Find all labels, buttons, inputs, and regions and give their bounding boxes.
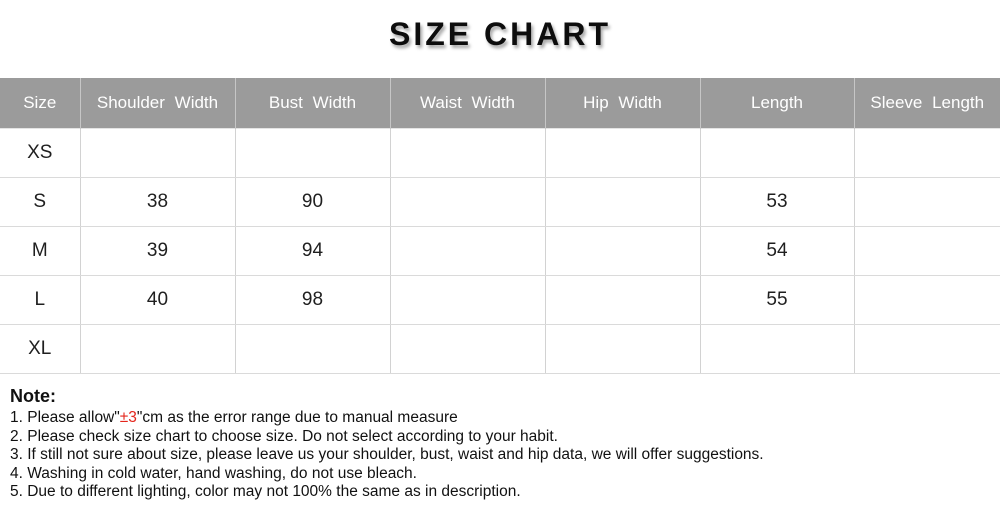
cell-waist-width [390, 276, 545, 325]
cell-bust-width [235, 129, 390, 178]
note-line-3: 3. If still not sure about size, please leave us your shoulder, bust, waist and hip data, we will offer suggestions. [10, 446, 764, 463]
cell-hip-width [545, 276, 700, 325]
column-header-length: Length [700, 78, 854, 129]
note-line-4: 4. Washing in cold water, hand washing, do not use bleach. [10, 464, 417, 482]
column-header-sleeve-length: Sleeve Length [854, 78, 1000, 129]
note-line-5: 5. Due to different lighting, color may not 100% the same as in description. [10, 483, 521, 500]
note-1-highlight: ±3 [119, 409, 137, 426]
cell-shoulder-width: 40 [80, 276, 235, 325]
cell-size: XL [0, 325, 80, 374]
cell-shoulder-width: 39 [80, 227, 235, 276]
cell-size: S [0, 178, 80, 227]
cell-waist-width [390, 227, 545, 276]
cell-hip-width [545, 227, 700, 276]
page-title: SIZE CHART [389, 16, 611, 52]
cell-sleeve-length [854, 178, 1000, 227]
cell-waist-width [390, 325, 545, 374]
note-1-suffix: "cm as the error range due to manual measure [136, 409, 458, 426]
size-chart-table [0, 78, 1000, 374]
cell-length [700, 129, 854, 178]
cell-sleeve-length [854, 129, 1000, 178]
cell-sleeve-length [854, 227, 1000, 276]
cell-length [700, 325, 854, 374]
cell-length: 53 [700, 178, 854, 227]
table-row-l [0, 276, 1000, 325]
cell-bust-width [235, 325, 390, 374]
column-header-bust-width: Bust Width [235, 78, 390, 129]
table-row-xl [0, 325, 1000, 374]
cell-length: 55 [700, 276, 854, 325]
column-header-hip-width: Hip Width [545, 78, 700, 129]
cell-sleeve-length [854, 276, 1000, 325]
cell-length: 54 [700, 227, 854, 276]
header-row [0, 78, 1000, 129]
cell-shoulder-width [80, 129, 235, 178]
cell-sleeve-length [854, 325, 1000, 374]
cell-bust-width: 94 [235, 227, 390, 276]
note-line-2: 2. Please check size chart to choose size. Do not select according to your habit. [10, 427, 558, 445]
cell-hip-width [545, 325, 700, 374]
note-line-1 [10, 409, 990, 428]
cell-hip-width [545, 129, 700, 178]
table-row-m [0, 227, 1000, 276]
cell-waist-width [390, 129, 545, 178]
column-header-shoulder-width: Shoulder Width [80, 78, 235, 129]
cell-bust-width: 90 [235, 178, 390, 227]
notes-section [10, 386, 990, 502]
cell-shoulder-width [80, 325, 235, 374]
notes-heading: Note: [10, 386, 56, 406]
cell-size: XS [0, 129, 80, 178]
table-row-s [0, 178, 1000, 227]
note-1-prefix: 1. Please allow" [10, 409, 120, 426]
cell-size: L [0, 276, 80, 325]
cell-shoulder-width: 38 [80, 178, 235, 227]
cell-size: M [0, 227, 80, 276]
cell-hip-width [545, 178, 700, 227]
cell-waist-width [390, 178, 545, 227]
cell-bust-width: 98 [235, 276, 390, 325]
column-header-size: Size [0, 78, 80, 129]
table-row-xs [0, 129, 1000, 178]
column-header-waist-width: Waist Width [390, 78, 545, 129]
